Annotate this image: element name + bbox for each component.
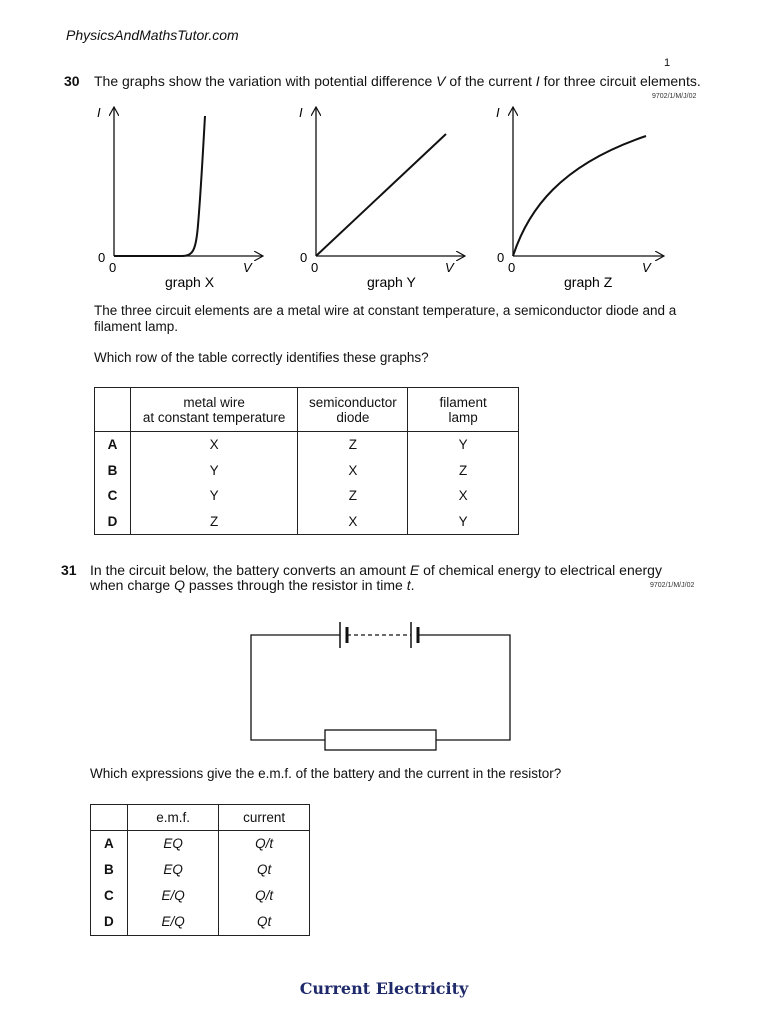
iv-graphs	[0, 0, 768, 300]
graph-x-curve	[114, 116, 205, 256]
header-current: current	[219, 805, 310, 831]
table-cell: Y	[408, 509, 519, 535]
row-label: A	[95, 432, 131, 458]
question-30-reference: 9702/1/M/J/02	[652, 93, 697, 100]
question-31-reference: 9702/1/M/J/02	[650, 582, 695, 589]
graph-z	[496, 105, 664, 290]
graph-y-origin-x: 0	[311, 260, 319, 275]
footer-title: Current Electricity	[299, 979, 469, 998]
table-cell: Y	[130, 483, 298, 509]
question-30-paragraph-1: The three circuit elements are a metal wire at constant temperature, a semiconductor diode and a filament lamp.	[94, 303, 677, 334]
table-cell: X	[298, 458, 408, 483]
graph-z-origin-x: 0	[508, 260, 516, 275]
table-cell: Y	[130, 458, 298, 483]
table-header-empty	[91, 805, 128, 831]
header-metal-wire: metal wire at constant temperature	[130, 388, 298, 432]
question-30-number: 30	[64, 73, 80, 89]
table-cell: EQ	[127, 831, 219, 857]
table-row	[95, 509, 519, 535]
row-label: B	[95, 458, 131, 483]
graph-z-x-label: V	[642, 260, 651, 275]
graph-z-y-label: I	[496, 105, 500, 120]
row-label: D	[91, 909, 128, 936]
table-cell: Qt	[219, 857, 310, 883]
question-30-text: The graphs show the variation with potential difference V of the current I for three circuit elements.	[94, 73, 701, 89]
table-row	[91, 883, 310, 909]
resistor	[325, 730, 436, 750]
graph-y	[299, 105, 465, 290]
graph-z-curve	[513, 136, 646, 256]
graph-x-y-label: I	[97, 105, 101, 120]
graph-y-x-label: V	[445, 260, 454, 275]
table-row	[91, 909, 310, 936]
row-label: C	[91, 883, 128, 909]
table-cell: E/Q	[127, 909, 219, 936]
table-cell: EQ	[127, 857, 219, 883]
row-label: D	[95, 509, 131, 535]
question-31-table	[90, 804, 310, 936]
table-header-empty	[95, 388, 131, 432]
table-cell: Z	[298, 483, 408, 509]
table-row	[91, 857, 310, 883]
table-cell: Y	[408, 432, 519, 458]
row-label: C	[95, 483, 131, 509]
row-label: B	[91, 857, 128, 883]
table-header-row	[91, 805, 310, 831]
question-30-table	[94, 387, 519, 535]
table-row	[91, 831, 310, 857]
circuit-wire-left	[251, 635, 340, 740]
graph-y-y-label: I	[299, 105, 303, 120]
graph-y-line	[316, 134, 446, 256]
graph-x	[97, 105, 263, 290]
table-cell: Q/t	[219, 831, 310, 857]
table-cell: X	[408, 483, 519, 509]
graph-z-caption: graph Z	[564, 274, 613, 290]
table-row	[95, 432, 519, 458]
graph-x-x-label: V	[243, 260, 252, 275]
header-semiconductor-diode: semiconductor diode	[298, 388, 408, 432]
table-cell: Z	[298, 432, 408, 458]
table-row	[95, 458, 519, 483]
table-cell: Q/t	[219, 883, 310, 909]
graph-x-origin-x: 0	[109, 260, 117, 275]
circuit-wire-right	[418, 635, 510, 740]
site-name: PhysicsAndMathsTutor.com	[66, 27, 239, 43]
table-cell: X	[130, 432, 298, 458]
question-30-paragraph-2: Which row of the table correctly identifies these graphs?	[94, 350, 429, 365]
table-cell: Z	[408, 458, 519, 483]
graph-z-origin-y: 0	[497, 250, 505, 265]
question-31-line-1: In the circuit below, the battery converts an amount E of chemical energy to electrical energy	[90, 562, 662, 578]
page-number: 1	[664, 57, 671, 69]
graph-y-caption: graph Y	[367, 274, 416, 290]
question-31-number: 31	[61, 562, 77, 578]
table-cell: Z	[130, 509, 298, 535]
header-emf: e.m.f.	[127, 805, 219, 831]
table-cell: X	[298, 509, 408, 535]
question-31-line-2: when charge Q passes through the resistor in time t.	[90, 577, 415, 593]
table-cell: Qt	[219, 909, 310, 936]
graph-x-origin-y: 0	[98, 250, 106, 265]
table-row	[95, 483, 519, 509]
row-label: A	[91, 831, 128, 857]
question-31-prompt: Which expressions give the e.m.f. of the battery and the current in the resistor?	[90, 766, 562, 781]
graph-y-origin-y: 0	[300, 250, 308, 265]
graph-x-caption: graph X	[165, 274, 215, 290]
header-filament-lamp: filament lamp	[408, 388, 519, 432]
table-header-row	[95, 388, 519, 432]
circuit-diagram	[0, 600, 768, 760]
table-cell: E/Q	[127, 883, 219, 909]
